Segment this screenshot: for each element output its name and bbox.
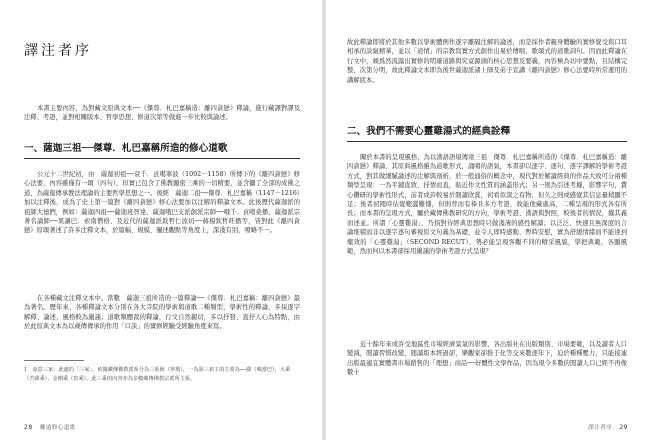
left-page bbox=[0, 0, 323, 440]
section-1-rule bbox=[24, 158, 300, 159]
section-1-paragraph: 公元十二世紀初，由 薩迦初祖──袞千．貢噶寧波（1092－1158）所傳下的《離四貪戀》修心法要，內容雖僅有一頌（四句），但實已包含了佛教顯密三乘的一切精要，並含攝了全部的成佛之道，為薩迦傳承教法理論的主要哲學思想之一。後經 薩迦二祖──傑尊．札巴嘉稱（1147－1216）加以注釋後，成為了史上第一篇對《離四貪戀》修心法要加以注解的釋論文本。此後歷代薩迦派的祖師大德們，例如：薩迦四祖──薩迦班智達、薩迦哦巴支派創派宗師──哦千．貢噶桑播、薩迦派宗著名論師──果讓巴．索南僧格、及近代的薩迦派欽哲仁波切──蔣揚欽哲旺播等，皆對此《離四貪戀》原頌著述了許多注釋文本，於篇幅、規模、闡述觀點等角度上，深淺有別，嘹略不一。 bbox=[24, 171, 300, 235]
page-number: 29 bbox=[619, 424, 628, 431]
footnote: 1 原意三家：此處的「三家」，依據藏傳佛教派系分為三系統（寧瑪），一為第三祖主的主要為──薩（噶當巴），大乘（苦薩乘），金剛乘（密乘），此三乘的內容亦為多數藏傳佛教宗派所主張。 bbox=[24, 367, 291, 382]
right-page bbox=[325, 0, 650, 440]
section-2-paragraph: 近十餘年來或許受地區性市場經濟景氣的影響，各出版社在出版類別、市場要範，以及讀者人口變減，閱讀習慣改變，閱讀版本經過卻，樂觀家卻推于化等交來數逐年下，迫於種種壓力，只能接連出版最適宜實體書市場銷售的「理想」商品──好體性文學作品，因為現今多數的閱讀人口已經不再像數十 bbox=[347, 341, 627, 377]
section-2-heading: 二、我們不需要心靈雞湯式的經典詮釋 bbox=[347, 126, 511, 137]
footnote-rule bbox=[24, 360, 84, 361]
section-1-heading: 一、薩迦三祖──傑尊．札巴嘉稱所造的修心道歌 bbox=[24, 143, 228, 154]
continued-paragraph: 故此釋論即將於其他多數以學術體例作逐字離隔注解的論述，而是採作者親身體驗的實修覺受與口耳相承的訣竅精華，並以「道情」的宗教寫實方式創作出易於傳唱、歌頌式的道歌詞句。因而此釋論在行文中，頗爲然流露出實修的明確道路與究竟源頭的核心思想及要義，內容極為切中要點，且結構完整，次第分明，故此釋論文本即為後世薩迦派諸上師及弟子宣講《離四貪戀》修心法要時所常運用的講解底本。 bbox=[347, 39, 627, 84]
page-footer bbox=[588, 423, 628, 431]
running-title: 譯注者序 bbox=[588, 425, 613, 431]
page-footer bbox=[24, 423, 76, 431]
running-title: 離遠修心道歌 bbox=[39, 425, 76, 431]
chapter-title: 譯注者序 bbox=[24, 43, 92, 59]
page-number: 28 bbox=[24, 424, 33, 431]
section-1-paragraph: 在各種藏文注釋文本中，當數 薩迦三祖所造的一篇釋論──《傑尊．札巴嘉稱：離四貪戀》最為著名。歷年來，各種釋論文本分別在各大寺院的學術與道歌二種類型，學術性的釋論，多採逐字解釋、論述，風格較為嚴謹；道歌類體裁的釋論，行文自然親切，多以抒發、直抒人心為特點，由於此原典文本為以歲傳傳承的作用「口訣」的實修經驗受經驗角度來寫。 bbox=[24, 295, 300, 331]
intro-paragraph: 本書主要內容，為對藏文原典文本──《傑尊．札巴嘉稱造：離四貪戀》釋論，進行藏譯對譯及注釋、考證，並對相關版本、哲學思想、修道次第等做進一步比較與論述。 bbox=[24, 105, 300, 122]
section-2-paragraph: 關於本書的呈現風格，為以漢語語境傳達三祖 傑尊．札巴嘉稱所造的《傑尊．札巴嘉稱造：離四貪戀》釋論，其原典風格雖為道歌形式，誦唱的語氣，本書卻以逐字、逐句、逐字譯解的學術考證方式，對其做細膩論述的注解與剖析，於一般通俗的概念中，現代對於解讀經典的作品大致可分兩種類型呈現：一為平鋪直敘、抒情而直，貼近作文性質的涵蓋形式；另一則為引述考據，影響字句，費心鑽研的學術性形式，前者或許較易於閱讀欣賞，初看似深之有物，但久之則或感覺其信息量稍顯不足；後者初閱時估覺艱澀難懂，但則背而有捧且多方考證，故能他藏處高，二種呈現的形式各有所長；而本書的呈現方式，屬於藏傳佛教研究的方向，學術考證、漢語與對照，較後者的情況，據其義而述並。所謂「心靈雞湯」，乃指對待經典思想時只做淺薄的感性解讀；以泛泛、快速且無深度的言論堆積而非以逐字逐句審視原文句義為基礎，並令人即時感動、暫時安慰，實為舒緩情緒而不能達到藥效的「心靈雞湯」（SECOND RECUT），勢必能呈現客觀不同的精采風貌，學把典範，各顯風範，然而何以本書卻採用嚴謹的學術考證方式呈現？ bbox=[347, 154, 627, 256]
section-2-rule bbox=[347, 141, 627, 142]
